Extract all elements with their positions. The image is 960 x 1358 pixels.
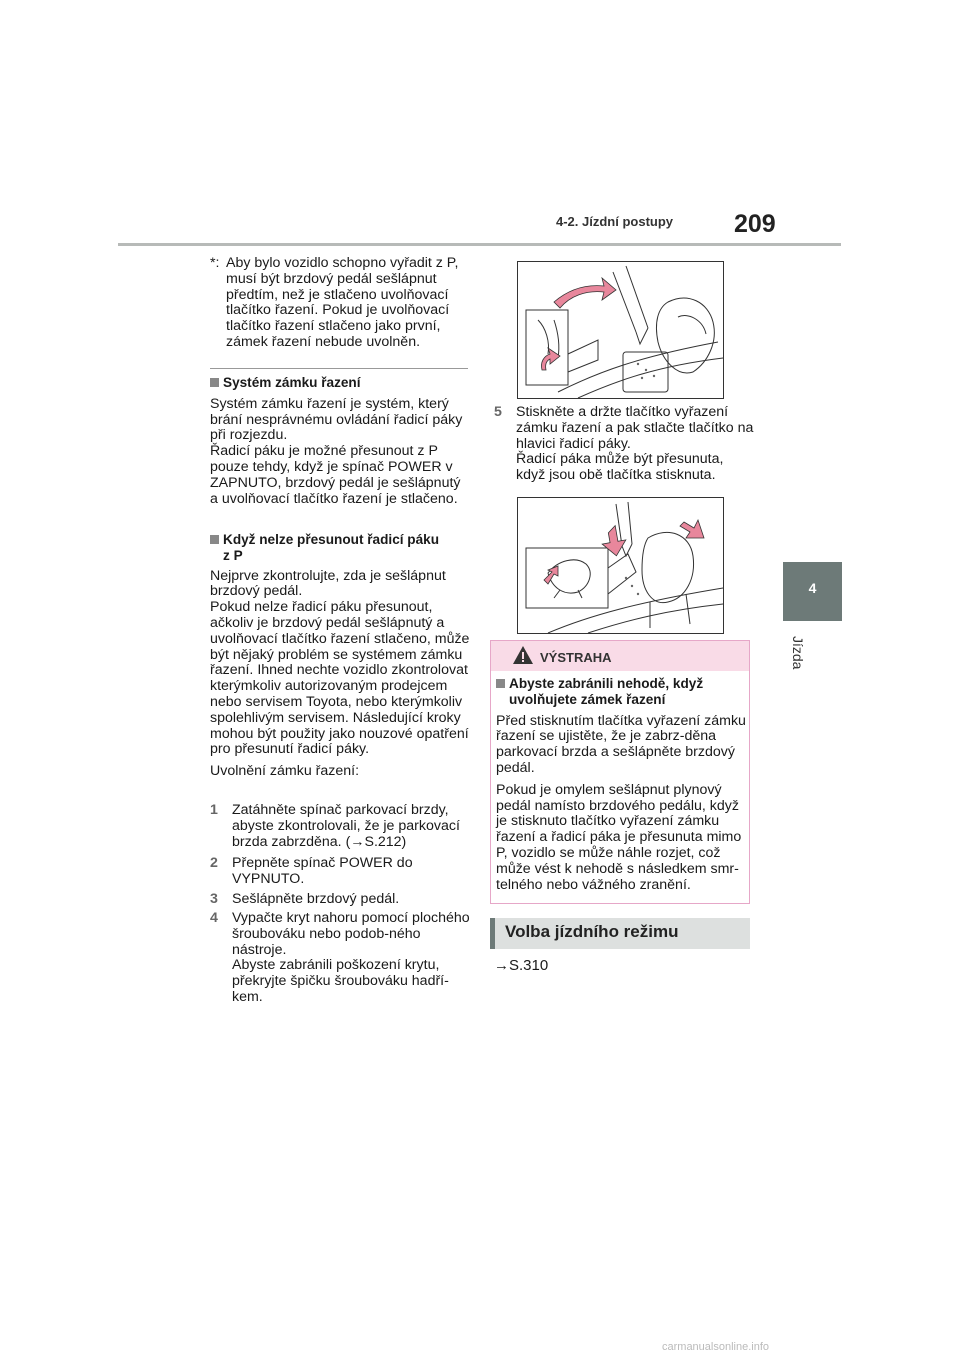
warning-triangle-icon [512,645,534,665]
cannot-shift-p2: Pokud nelze řadicí páku přesunout, ačkoliv je brzdový pedál sešlápnutý a uvolňovací tlačítko řazení stlačeno, může být nějaký problém se systémem zámku řazení. Ihned nechte vozidlo zkontrolovat kterýmkoliv autorizovaným prodejcem nebo servisem Toyota, nebo kterýmkoliv spolehlivým servisem. Následující kroky mohou být použity jako nouzové opatření pro přesunutí řadicí páky. [210,599,470,758]
square-bullet-icon [210,535,219,544]
cannot-shift-section [210,532,472,780]
footnote-divider [210,368,468,369]
shift-lock-p1: Systém zámku řazení je systém, který brání nesprávnému ovládání řadicí páky při rozjezdu. [210,395,463,444]
step-3 [210,892,470,908]
warning-p2: Pokud je omylem sešlápnut plynový pedál namísto brzdového pedálu, když je stisknuto tlačítko vyřazení zámku řazení a řadicí páka je přesunuta mimo P, vozidlo se může náhle rozjet, což může vést k nehodě s následkem smr-telného nebo vážného zranění. [496,781,742,893]
warning-subtitle-2: uvolňujete zámek řazení [509,691,666,707]
section-title: 4-2. Jízdní postupy [556,214,674,229]
warning-content [496,676,746,893]
cannot-shift-title-2: z P [223,547,243,563]
step-number: 1 [210,802,218,818]
warning-p1: Před stisknutím tlačítka vyřazení zámku řazení se ujistěte, že je zabrz-děna parkovací brzda a sešlápněte brzdový pedál. [496,712,746,776]
shift-lever-illustration [518,498,723,633]
step-number: 2 [210,855,218,871]
step-text: Stiskněte a držte tlačítko vyřazení zámku řazení a pak stlačte tlačítko na hlavici řadicí páky. Řadicí páka může být přesunuta, když jsou obě tlačítka stisknuta. [516,404,754,484]
drive-mode-reference[interactable]: →S.310 [494,957,549,974]
step-1 [210,803,470,851]
step-text: Přepněte spínač POWER do VYPNUTO. [232,855,413,887]
step-number: 3 [210,891,218,907]
footnote-marker: *: [210,255,220,271]
step-2 [210,856,470,888]
step-text: Sešlápněte brzdový pedál. [232,891,400,907]
step-4 [210,911,470,1011]
step-text: Zatáhněte spínač parkovací brzdy, abyste zkontrolovali, že je parkovací brzda zabrzděna. (→S.212) [232,802,460,850]
chapter-label: Jízda [790,636,806,670]
chapter-number: 4 [808,580,817,596]
shift-lock-p2: Řadicí páku je možné přesunout z P pouze tehdy, když je spínač POWER v ZAPNUTO, brzdový pedál je sešlápnutý a uvolňovací tlačítko řazení je stlačeno. [210,443,461,507]
header-divider [118,243,841,246]
watermark: carmanualsonline.info [662,1341,770,1353]
footnote-text: Aby bylo vozidlo schopno vyřadit z P, musí být brzdový pedál sešlápnut předtím, než je stlačeno uvolňovací tlačítko řazení. Pokud je uvolňovací tlačítko řazení stlačeno jako první, zámek řazení nebude uvolněn. [226,255,459,350]
screwdriver-cover-illustration [518,262,723,398]
step-text: Vypačte kryt nahoru pomocí plochého šroubováku nebo podob-ného nástroje. Abyste zabránili poškození krytu, překryjte špičku šroubováku hadří-kem. [232,910,470,1005]
warning-title: VÝSTRAHA [540,650,612,665]
illustration-press-button [517,497,724,634]
illustration-pry-cover [517,261,724,399]
shift-lock-title: Systém zámku řazení [223,375,361,390]
drive-mode-title: Volba jízdního režimu [505,922,679,941]
step-5 [494,405,754,485]
cannot-shift-title: Když nelze přesunout řadicí páku [223,532,440,547]
step-number: 4 [210,910,218,926]
warning-subtitle: Abyste zabránili nehodě, když [509,676,704,691]
cannot-shift-p1: Nejprve zkontrolujte, zda je sešlápnut brzdový pedál. [210,567,446,600]
release-intro: Uvolnění zámku řazení: [210,763,360,780]
page-number: 209 [734,210,776,238]
shift-lock-section [210,375,472,507]
square-bullet-icon [496,679,505,688]
step-number: 5 [494,404,502,420]
square-bullet-icon [210,378,219,387]
